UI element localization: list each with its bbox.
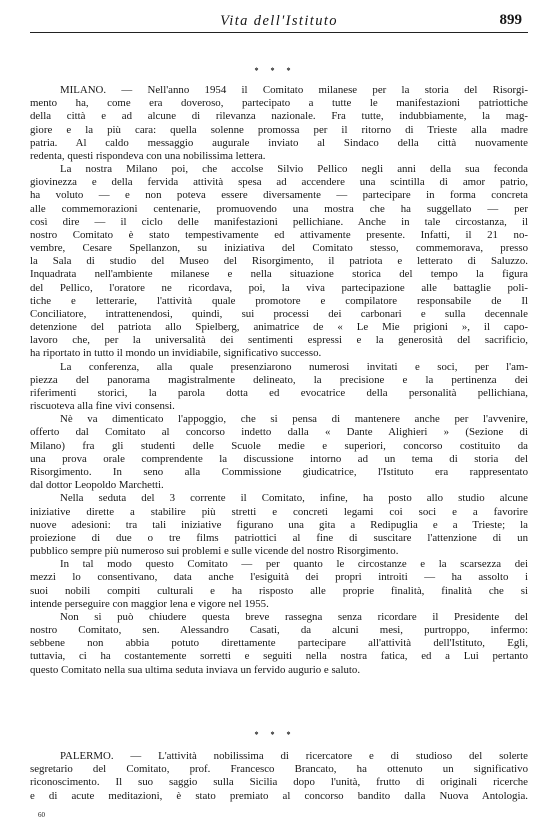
text-line: redenta, questi rispondeva con una nobilissima lettera. [30, 149, 266, 162]
text-line: Conciliatore, intrattenendosi, quindi, sui processi dei carbonari e sulla decennale [30, 307, 528, 320]
text-line: iniziative dirette a stabilire più stretti e concreti legami coi soci e a favorire [30, 505, 528, 518]
text-line: della città e ad alcune di rilevanza nazionale. Fra tutte, indubbiamente, la mag- [30, 110, 528, 123]
text-line: alle commemorazioni centenarie, promuovendo una mostra che ha suggellato — per [30, 202, 528, 215]
running-title: Vita dell'Istituto [220, 13, 338, 29]
page-number: 899 [499, 12, 522, 28]
text-line: Risorgimento. In seno alla Commissione giudicatrice, l'Istituto era rappresentato [30, 465, 528, 478]
running-header [30, 6, 528, 33]
text-line: e di acute meditazioni, è stato premiato al concorso bandito dalla Nuova Antologia. [30, 789, 528, 802]
section-separator: * * * [254, 66, 296, 75]
text-line: mento ha, come era doveroso, partecipato a tutte le manifestazioni patriottiche [30, 97, 528, 110]
text-line: mezzi lo consentivano, data anche l'esiguità dei propri introiti — ha assolto i [30, 571, 528, 584]
section-separator: * * * [254, 730, 296, 739]
text-line: dal dottor Leopoldo Marchetti. [30, 479, 164, 492]
text-line: una prova orale comprendente la discussione intorno ad un tema di storia del [30, 452, 528, 465]
text-line: piezza del panorama magistralmente delineato, la precisione e la pertinenza dei [30, 373, 528, 386]
text-line: così dire — il ciclo delle manifestazioni pellichiane. Anche in tale circostanza, il [30, 215, 528, 228]
text-line: ha voluto — e non poteva essere diversamente — partecipare in forma concreta [30, 189, 528, 202]
text-line: detenzione del patriota allo Spielberg, animatrice de « Le Mie prigioni », il capo- [30, 321, 528, 334]
text-line: Nella seduta del 3 corrente il Comitato, infine, ha posto allo studio alcune [60, 492, 528, 505]
text-line: tuttavia, ci ha costantemente sorretti e seguiti nella nostra fatica, ed a Lui pertanto [30, 650, 528, 663]
text-line: pubblico sempre più numeroso sui problemi e sulle vicende del nostro Risorgimento. [30, 545, 399, 558]
palermo-section [30, 750, 528, 803]
text-line: patria. Al caldo messaggio augurale inviato al Sindaco della città nuovamente [30, 136, 528, 149]
text-line: nostro Comitato è stato tempestivamente ed attivamente presente. Infatti, il 21 no- [30, 228, 528, 241]
text-line: lavoro che, per la universalità dei sentimenti espressi e la generosità del sacrificio, [30, 334, 528, 347]
text-line: MILANO. — Nell'anno 1954 il Comitato milanese per la storia del Risorgi- [60, 84, 528, 96]
text-line: PALERMO. — L'attività nobilissima di ricercatore e di studioso del solerte [60, 750, 528, 762]
text-line: segretario del Comitato, prof. Francesco Brancato, ha ottenuto un significativo [30, 763, 528, 776]
text-line: riferimenti storici, la parola dotta ed evocatrice della personalità pellichiana, [30, 386, 528, 399]
text-line: tiche e letterarie, l'attività quale promotore e compilatore responsabile de Il [30, 294, 528, 307]
text-line: In tal modo questo Comitato — per quanto le circostanze e la scarsezza dei [60, 558, 528, 571]
milano-section [30, 84, 528, 677]
text-line: giore e la più cara: quella solenne promossa per il ritorno di Trieste alla madre [30, 123, 528, 136]
text-line: Inquadrata nell'ambiente milanese e nella situazione storica del tempo la figura [30, 268, 528, 281]
printer-signature-mark: 60 [38, 811, 45, 819]
text-line: sebbene non abbia potuto direttamente partecipare all'attività dell'Istituto, Egli, [30, 637, 528, 650]
text-line: riconoscimento. Il suo saggio sulla Sicilia dopo l'unità, frutto di originali ricerche [30, 776, 528, 789]
text-line: Milano) fra gli studenti delle Scuole medie e superiori, concorso costituito da [30, 439, 528, 452]
text-line: La nostra Milano poi, che accolse Silvio Pellico negli anni della sua feconda [60, 163, 528, 176]
text-line: vembre, Cesare Spellanzon, su iniziativa del Comitato stesso, commemorava, presso [30, 242, 528, 255]
text-line: la Sala di studio del Museo del Risorgimento, il patriota e letterato di Saluzzo. [30, 255, 528, 268]
text-line: suoi nobili compiti culturali e ha risposto alle proprie finalità, finalità che si [30, 584, 528, 597]
text-line: riscuoteva alla fine vivi consensi. [30, 400, 175, 413]
text-line: nuove adesioni: tra tali iniziative figurano una gita a Redipuglia e a Trieste; la [30, 518, 528, 531]
text-line: ha riportato in tutto il mondo un invidiabile, significativo successo. [30, 347, 322, 360]
text-line: offerto dal Comitato al concorso indetto dalla « Dante Alighieri » (Sezione di [30, 426, 528, 439]
text-line: del Pellico, l'oratore ne ricordava, poi, la viva partecipazione alle battaglie poli- [30, 281, 528, 294]
text-line: intende perseguire con maggior lena e vigore nel 1955. [30, 597, 269, 610]
text-line: proiezione di due o tre films patriottici al fine di suscitare l'attenzione di un [30, 531, 528, 544]
text-line: La conferenza, alla quale presenziarono numerosi invitati e soci, per l'am- [60, 360, 528, 373]
text-line: questo Comitato nella sua ultima seduta inviava un fervido augurio e saluto. [30, 663, 361, 676]
text-line: Nè va dimenticato l'appoggio, che si pensa di mantenere anche per l'avvenire, [60, 413, 528, 426]
text-line: Non si può chiudere questa breve rassegna senza ricordare il Presidente del [60, 610, 528, 623]
text-line: nostro Comitato, sen. Alessandro Casati, da alcuni mesi, purtroppo, infermo: [30, 624, 528, 637]
text-line: giovinezza e della fervida attività spesa ad accendere una scintilla di amor patrio, [30, 176, 528, 189]
